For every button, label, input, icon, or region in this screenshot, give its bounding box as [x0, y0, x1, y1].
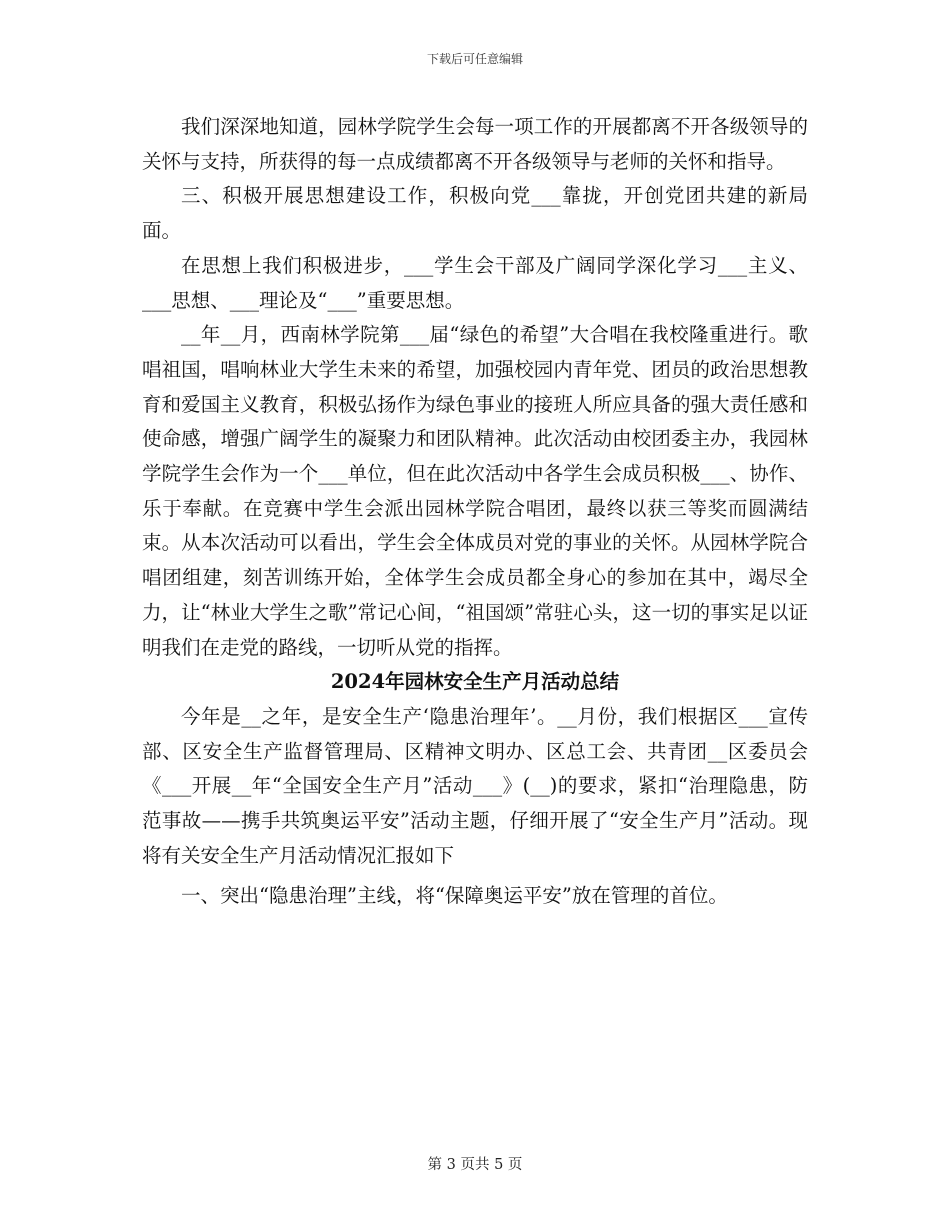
page-footer: 第 3 页共 5 页	[427, 1157, 523, 1173]
section-heading-paragraph: 一、突出“隐患治理”主线，将“保障奥运平安”放在管理的首位。	[181, 884, 728, 908]
document-title: 2024年园林安全生产月活动总结	[330, 670, 620, 694]
paragraph: 我们深深地知道，园林学院学生会每一项工作的开展都离不开各级领导的关怀与支持，所获得的每一点成绩都离不开各级领导与老师的关怀和指导。	[142, 115, 808, 173]
paragraph: __年__月，西南林学院第___届“绿色的希望”大合唱在我校隆重进行。歌唱祖国，唱响林业大学生未来的希望，加强校园内青年党、团员的政治思想教育和爱国主义教育，积极弘扬作为绿色事业的接班人所应具备的强大责任感和使命感，增强广阔学生的凝聚力和团队精神。此次活动由校团委主办，我园林学院学生会作为一个___单位，但在此次活动中各学生会成员积极___、协作、乐于奉献。在竞赛中学生会派出园林学院合唱团，最终以获三等奖而圆满结束。从本次活动可以看出，学生会全体成员对党的事业的关怀。从园林学院合唱团组建，刻苦训练开始，全体学生会成员都全身心的参加在其中，竭尽全力，让“林业大学生之歌”常记心间，“祖国颂”常驻心头，这一切的事实足以证明我们在走党的路线，一切听从党的指挥。	[142, 323, 808, 659]
paragraph: 今年是__之年，是安全生产‘隐患治理年’。__月份，我们根据区___宣传部、区安全生产监督管理局、区精神文明办、区总工会、共青团__区委员会《___开展__年“全国安全生产月”活动___》(__)的要求，紧扣“治理隐患，防范事故——携手共筑奥运平安”活动主题，仔细开展了“安全生产月”活动。现将有关安全生产月活动情况汇报如下	[142, 704, 808, 867]
page-header: 下载后可任意编辑	[426, 52, 523, 66]
section-heading-paragraph: 三、积极开展思想建设工作，积极向党___靠拢，开创党团共建的新局面。	[142, 184, 808, 243]
document-body	[142, 110, 808, 914]
paragraph: 在思想上我们积极进步，___学生会干部及广阔同学深化学习___主义、___思想、___理论及“___”重要思想。	[142, 253, 808, 312]
